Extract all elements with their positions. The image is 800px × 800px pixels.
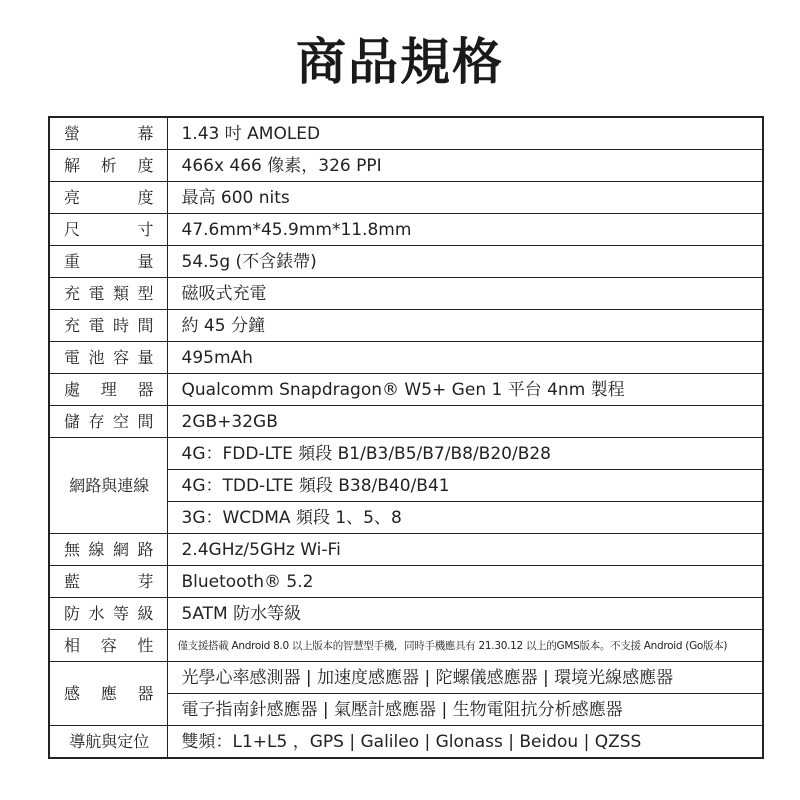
table-row [49, 310, 763, 342]
row-label-bluetooth: 藍芽 [49, 566, 167, 598]
table-row [49, 598, 763, 630]
row-value-brightness: 最高 600 nits [167, 182, 763, 214]
row-value-bluetooth: Bluetooth® 5.2 [167, 566, 763, 598]
table-row [49, 117, 763, 150]
row-label-screen: 螢幕 [49, 117, 167, 150]
row-label-storage: 儲存空間 [49, 406, 167, 438]
row-value-compatibility: 僅支援搭載 Android 8.0 以上版本的智慧型手機，同時手機應具有 21.30.12 以上的GMS版本。不支援 Android (Go版本) [167, 630, 763, 662]
table-row [49, 438, 763, 470]
page-title: 商品規格 [296, 33, 504, 91]
table-row [49, 406, 763, 438]
table-row [49, 374, 763, 406]
row-label-size: 尺寸 [49, 214, 167, 246]
row-label-compatibility: 相容性 [49, 630, 167, 662]
row-value-charging-type: 磁吸式充電 [167, 278, 763, 310]
spec-table [48, 116, 764, 759]
table-row [49, 278, 763, 310]
row-label-charging-time: 充電時間 [49, 310, 167, 342]
row-value-processor: Qualcomm Snapdragon® W5+ Gen 1 平台 4nm 製程 [167, 374, 763, 406]
row-value-screen: 1.43 吋 AMOLED [167, 117, 763, 150]
row-label-charging-type: 充電類型 [49, 278, 167, 310]
row-value-network-3: 3G：WCDMA 頻段 1、5、8 [167, 502, 763, 534]
table-row [49, 246, 763, 278]
table-row [49, 150, 763, 182]
table-row [49, 342, 763, 374]
table-row [49, 182, 763, 214]
row-label-brightness: 亮度 [49, 182, 167, 214]
row-value-storage: 2GB+32GB [167, 406, 763, 438]
row-label-waterproof: 防水等級 [49, 598, 167, 630]
row-label-navigation: 導航與定位 [49, 726, 167, 759]
row-value-sensors-1: 光學心率感測器 | 加速度感應器 | 陀螺儀感應器 | 環境光線感應器 [167, 662, 763, 694]
row-label-wifi: 無線網路 [49, 534, 167, 566]
row-value-weight: 54.5g (不含錶帶) [167, 246, 763, 278]
row-value-charging-time: 約 45 分鐘 [167, 310, 763, 342]
row-label-network: 網路與連線 [49, 438, 167, 534]
row-value-network-1: 4G：FDD-LTE 頻段 B1/B3/B5/B7/B8/B20/B28 [167, 438, 763, 470]
row-value-size: 47.6mm*45.9mm*11.8mm [167, 214, 763, 246]
table-row [49, 630, 763, 662]
row-label-weight: 重量 [49, 246, 167, 278]
row-value-battery: 495mAh [167, 342, 763, 374]
row-value-sensors-2: 電子指南針感應器 | 氣壓計感應器 | 生物電阻抗分析感應器 [167, 694, 763, 726]
row-value-wifi: 2.4GHz/5GHz Wi-Fi [167, 534, 763, 566]
row-label-resolution: 解析度 [49, 150, 167, 182]
row-label-sensors: 感應器 [49, 662, 167, 726]
row-value-network-2: 4G：TDD-LTE 頻段 B38/B40/B41 [167, 470, 763, 502]
row-value-waterproof: 5ATM 防水等級 [167, 598, 763, 630]
row-value-resolution: 466x 466 像素，326 PPI [167, 150, 763, 182]
table-row [49, 726, 763, 759]
row-label-processor: 處理器 [49, 374, 167, 406]
table-row [49, 534, 763, 566]
row-label-battery: 電池容量 [49, 342, 167, 374]
row-value-navigation: 雙頻：L1+L5 ，GPS | Galileo | Glonass | Beidou | QZSS [167, 726, 763, 759]
table-row [49, 662, 763, 694]
table-row [49, 566, 763, 598]
table-row [49, 214, 763, 246]
